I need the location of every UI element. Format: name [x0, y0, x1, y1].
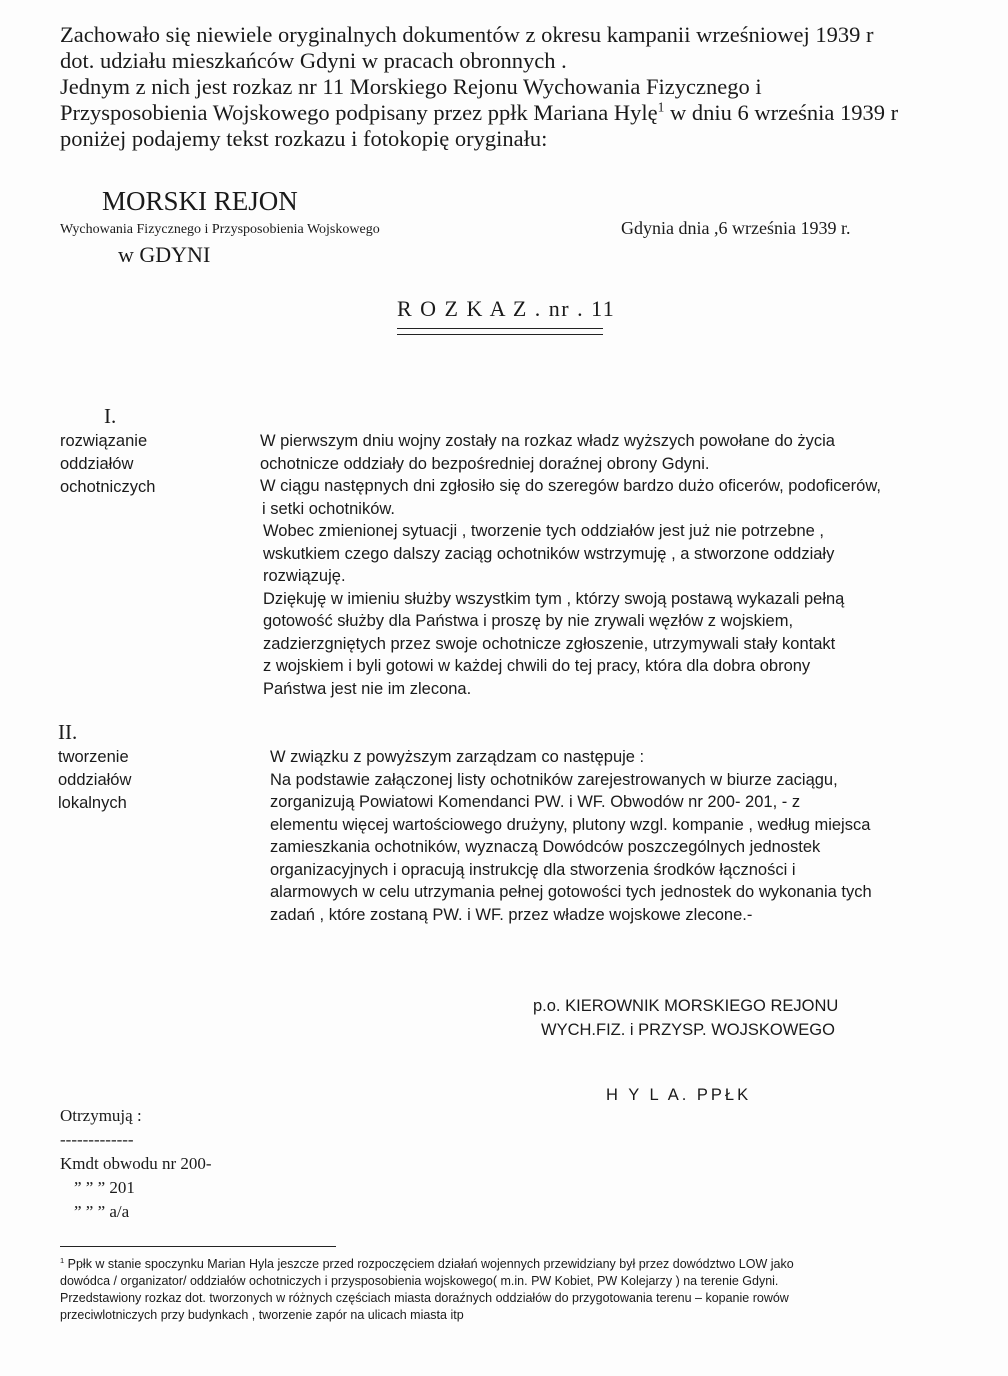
recipients	[60, 1104, 212, 1224]
text-line: zadzierzgniętych przez swoje ochotnicze zgłoszenie, utrzymywali stały kontakt	[263, 634, 836, 653]
intro-text: w dniu 6 września 1939 r	[664, 100, 899, 125]
text-line: Państwa jest nie im zlecona.	[263, 679, 472, 698]
text-line: zorganizują Powiatowi Komendanci PW. i WF. Obwodów nr 200- 201, - z	[270, 793, 801, 811]
footnote	[60, 1256, 960, 1324]
text-line: wskutkiem czego dalszy zaciąg ochotników wstrzymuję , a stworzone oddziały	[263, 544, 835, 563]
document-date: Gdynia dnia ,6 września 1939 r.	[621, 218, 851, 238]
text-line: rozwiązuję.	[263, 567, 346, 585]
text-line: alarmowych w celu utrzymania pełnej gotowości tych jednostek do wykonania tych	[270, 883, 872, 901]
text-line: Na podstawie załączonej listy ochotników zarejestrowanych w biurze zaciągu,	[270, 770, 838, 789]
text-line: gotowość służby dla Państwa i proszę by nie zrywali węzłów z wojskiem,	[263, 612, 794, 630]
section-text	[260, 430, 881, 700]
intro-line: dot. udziału mieszkańców Gdyni w pracach obronnych .	[60, 48, 567, 73]
org-city: w GDYNI	[118, 242, 211, 267]
text-line: z wojskiem i byli gotowi w każdej chwili do tej pracy, która dla dobra obrony	[263, 657, 811, 675]
signature-block	[533, 994, 838, 1042]
footnote-text: Ppłk w stanie spoczynku Marian Hyla jeszcze przed rozpoczęciem działań wojennych przewidziany był przez dowództwo LOW jako	[64, 1257, 794, 1271]
footnote-marker: 1	[60, 1255, 65, 1265]
section-label-line: oddziałów	[60, 455, 134, 473]
section-label-line: ochotniczych	[60, 478, 156, 496]
section-label-line: oddziałów	[58, 771, 132, 789]
footnote-line	[60, 1256, 960, 1273]
signature-name: H Y L A. PPŁK	[606, 1086, 752, 1104]
title-double-underline	[397, 328, 603, 335]
section-label-line: rozwiązanie	[60, 432, 148, 450]
text-line: zadań , które zostaną PW. i WF. przez władze wojskowe zlecone.-	[270, 905, 753, 924]
footnote-ref: 1	[657, 99, 665, 115]
signature-title: p.o. KIEROWNIK MORSKIEGO REJONU	[533, 997, 839, 1015]
signature-title: WYCH.FIZ. i PRZYSP. WOJSKOWEGO	[541, 1021, 835, 1039]
intro-line: poniżej podajemy tekst rozkazu i fotokopię oryginału:	[60, 126, 548, 151]
org-subtitle: Wychowania Fizycznego i Przysposobienia Wojskowego	[60, 222, 380, 237]
text-line: i setki ochotników.	[262, 499, 395, 518]
footnote-line: przeciwlotniczych przy budynkach , tworzenie zapór na ulicach miasta itp	[60, 1308, 464, 1322]
section-label	[60, 430, 155, 499]
footnote-line: dowódca / organizator/ oddziałów ochotniczych i przysposobienia wojskowego( m.in. PW Kobiet, PW Kolejarzy ) na terenie Gdyni.	[60, 1274, 779, 1288]
text-line: W ciągu następnych dni zgłosiło się do szeregów bardzo dużo oficerów, podoficerów,	[260, 477, 881, 495]
recipients-rule: -------------	[60, 1130, 134, 1149]
order-title: R O Z K A Z . nr . 11	[397, 296, 616, 321]
recipient-line: Kmdt obwodu nr 200-	[60, 1154, 212, 1173]
section-label	[58, 746, 131, 815]
intro-line	[60, 100, 960, 126]
text-line: W związku z powyższym zarządzam co następuje :	[270, 748, 645, 766]
section-text	[270, 746, 872, 926]
section-label-line: lokalnych	[58, 794, 127, 812]
intro-paragraph	[60, 22, 960, 152]
text-line: Dziękuję w imieniu służby wszystkim tym , którzy swoją postawą wykazali pełną	[263, 589, 845, 608]
section-number: I.	[104, 404, 117, 428]
text-line: ochotnicze oddziały do bezpośredniej doraźnej obrony Gdyni.	[260, 454, 710, 473]
text-line: zamieszkania ochotników, wyznaczą Dowódców poszczególnych jednostek	[270, 838, 821, 856]
text-line: W pierwszym dniu wojny zostały na rozkaz władz wyższych powołane do życia	[260, 432, 835, 450]
text-line: organizacyjnych i opracują instrukcję dla stworzenia środków łączności i	[270, 860, 796, 879]
org-name: MORSKI REJON	[102, 186, 298, 216]
intro-text: Przysposobienia Wojskowego podpisany przez ppłk Mariana Hylę	[60, 100, 658, 125]
text-line: elementu więcej wartościowego drużyny, plutony wzgl. kompanie , według miejsca	[270, 815, 871, 834]
intro-line: Jednym z nich jest rozkaz nr 11 Morskiego Rejonu Wychowania Fizycznego i	[60, 74, 762, 99]
section-label-line: tworzenie	[58, 748, 129, 766]
footnote-separator	[60, 1246, 336, 1247]
intro-line: Zachowało się niewiele oryginalnych dokumentów z okresu kampanii wrześniowej 1939 r	[60, 22, 874, 47]
recipient-line: ” ” ” a/a	[74, 1202, 130, 1221]
footnote-line: Przedstawiony rozkaz dot. tworzonych w różnych częściach miasta doraźnych oddziałów do przygotowania terenu – kopanie rowów	[60, 1291, 789, 1305]
recipient-line: ” ” ” 201	[74, 1178, 135, 1197]
recipients-heading: Otrzymują :	[60, 1106, 142, 1125]
text-line: Wobec zmienionej sytuacji , tworzenie tych oddziałów jest już nie potrzebne ,	[263, 522, 824, 540]
section-number: II.	[58, 720, 78, 744]
